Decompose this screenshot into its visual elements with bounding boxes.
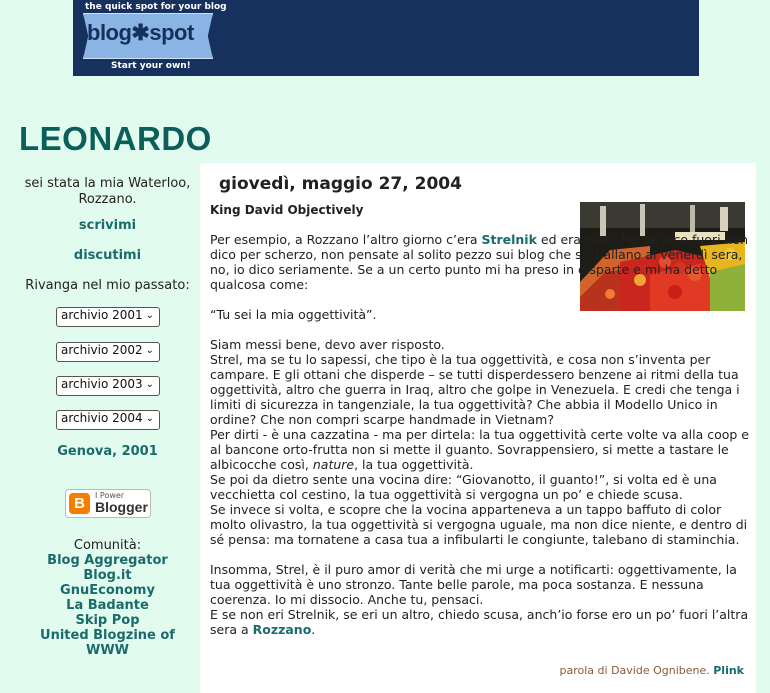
chevron-down-icon: ⌄ (145, 345, 154, 356)
community-link[interactable]: Blog.it (83, 568, 132, 583)
blogger-icon: B (69, 493, 90, 514)
chevron-down-icon: ⌄ (145, 413, 154, 424)
post-date: giovedì, maggio 27, 2004 (219, 174, 462, 194)
banner-tagline: the quick spot for your blog (85, 2, 227, 12)
community-link[interactable]: La Badante (66, 598, 149, 613)
permalink[interactable]: Plink (713, 664, 744, 677)
blogger-badge[interactable] (65, 489, 151, 518)
community-link[interactable]: GnuEconomy (60, 583, 155, 598)
community-link[interactable]: Blog Aggregator (47, 553, 168, 568)
post-paragraph: Per esempio, a Rozzano l’altro giorno c’era Strelnik ed era fuori. Ma se dico fuori non dico per scherzo, non pensate al solito pezzo sui blog che si sballano al venerdì sera, no, io dico seriamente. Se a un certo punto mi ha preso in disparte e mi ha detto qualcosa come: (210, 232, 749, 292)
archive-heading: Rivanga nel mio passato: (25, 278, 190, 293)
post-quote: “Tu sei la mia oggettività”. (210, 307, 377, 322)
chevron-down-icon: ⌄ (145, 310, 154, 321)
post-paragraph: Per dirti - è una cazzatina - ma per dirtela: la tua oggettività certe volte va alla coop e al bancone orto-frutta non si mette il guanto. Sovrappensiero, si mette a tastare le albicocche così, nature, la tua oggettività. (210, 427, 749, 472)
write-link[interactable]: scrivimi (78, 218, 137, 233)
archive-select-2001[interactable]: archivio 2001 ⌄ (56, 307, 160, 327)
archive-select-2003[interactable]: archivio 2003 ⌄ (56, 376, 160, 396)
banner-cta[interactable]: Start your own! (111, 61, 191, 71)
post-paragraph: Strel, ma se tu lo sapessi, che tipo è la tua oggettività, e cosa non s’inventa per campare. E gli ottani che disperde – se tutti disperdessero benzene ai ritmi della tua oggettività, altro che guerra in Iraq, altro che golpe in Venezuela. E credi che tenga i limiti di sicurezza in tangenziale, la tua oggettività? Che abbia il Modello Unico in ordine? Che non compri scarpe handmade in Vietnam? (210, 352, 740, 427)
strelnik-link[interactable]: Strelnik (481, 232, 537, 247)
post-title: King David Objectively (210, 203, 364, 217)
badge-power-text: I Power (95, 491, 125, 500)
genova-link[interactable]: Genova, 2001 (57, 444, 158, 459)
site-title: LEONARDO (19, 120, 212, 157)
community-link[interactable]: United Blogzine of (40, 628, 175, 643)
post-paragraph: Insomma, Strel, è il puro amor di verità che mi urge a notificarti: oggettivamente, la tua oggettività è uno stronzo. Tante belle parole, ma poca sostanza. E nessuna coerenza. Io mi dissocio. Anche tu, pensaci. (210, 562, 737, 607)
community-heading: Comunità: (73, 538, 142, 553)
post-paragraph: Se poi da dietro sente una vocina dire: “Giovanotto, il guanto!”, si volta ed è una vecchietta col cestino, la tua oggettività si vergogna un po’ e chiede scusa. (210, 472, 717, 502)
post-paragraph: Siam messi bene, devo aver risposto. (210, 337, 445, 352)
community-link[interactable]: WWW (85, 643, 130, 658)
post-body (210, 232, 750, 637)
archive-select-2004[interactable]: archivio 2004 ⌄ (56, 410, 160, 430)
post-paragraph: Se invece si volta, e scopre che la vocina apparteneva a un tappo baffuto di color molto olivastro, la tua oggettività si vergogna uguale, ma non dice niente, e dentro di sé pensa: ma tornatene a casa tua a infibularti le congiunte, talebano di staminchia. (210, 502, 748, 547)
post-footer: parola di Davide Ognibene. Plink (559, 664, 744, 677)
blogspot-logo[interactable]: blog✱spot (87, 20, 194, 45)
post-container (200, 163, 756, 693)
sidebar-description: sei stata la mia Waterloo, Rozzano. (24, 176, 191, 207)
discuss-link[interactable]: discutimi (73, 248, 142, 263)
blogspot-banner[interactable] (73, 0, 699, 76)
badge-name: Blogger (95, 499, 148, 515)
community-link[interactable]: Skip Pop (75, 613, 140, 628)
community-list (0, 538, 215, 658)
rozzano-link[interactable]: Rozzano (252, 622, 312, 637)
post-paragraph: E se non eri Strelnik, se eri un altro, chiedo scusa, anch’io forse ero un po’ fuori l’altra sera a Rozzano. (210, 607, 749, 637)
archive-select-2002[interactable]: archivio 2002 ⌄ (56, 342, 160, 362)
chevron-down-icon: ⌄ (145, 379, 154, 390)
